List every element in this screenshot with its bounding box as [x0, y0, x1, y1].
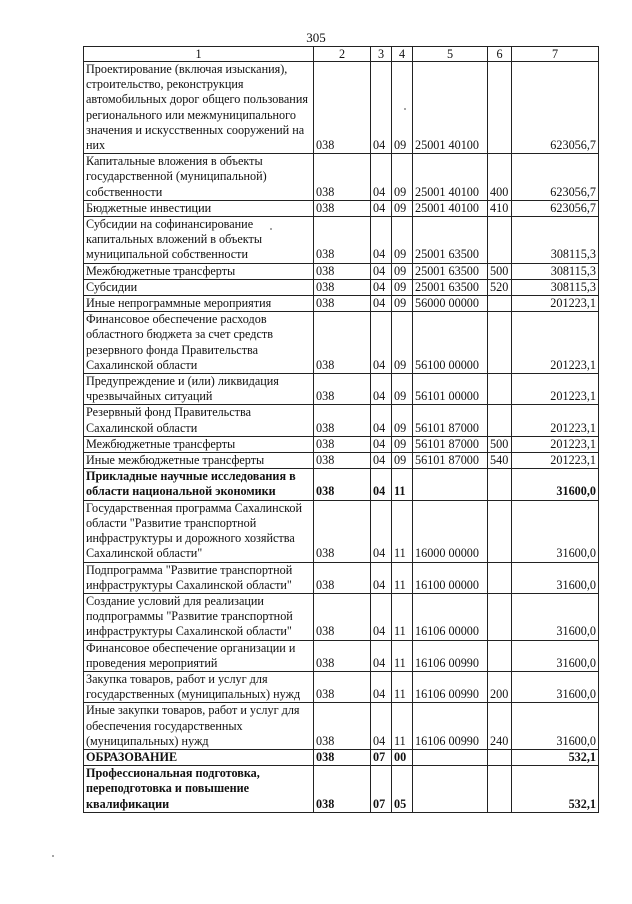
row-target-article: 25001 63500 — [413, 279, 488, 295]
row-name: Субсидии на софинансирование капитальных вложений в объекты муниципальной собственности — [84, 217, 314, 264]
row-expense-type — [488, 593, 512, 640]
row-name: Государственная программа Сахалинской области "Развитие транспортной инфраструктуры и дорожного хозяйства Сахалинской области" — [84, 500, 314, 562]
row-amount: 532,1 — [512, 749, 599, 765]
row-amount: 623056,7 — [512, 200, 599, 216]
row-subsection-code: 09 — [392, 312, 413, 374]
row-amount: 31600,0 — [512, 703, 599, 750]
table-row — [84, 154, 599, 201]
row-section-code: 04 — [371, 263, 392, 279]
row-amount: 623056,7 — [512, 62, 599, 154]
row-expense-type: 520 — [488, 279, 512, 295]
scan-speck — [270, 228, 272, 230]
row-ministry-code: 038 — [314, 640, 371, 671]
table-row — [84, 593, 599, 640]
row-section-code: 07 — [371, 766, 392, 813]
row-target-article: 25001 40100 — [413, 200, 488, 216]
row-expense-type: 400 — [488, 154, 512, 201]
row-subsection-code: 09 — [392, 62, 413, 154]
row-expense-type — [488, 296, 512, 312]
row-section-code: 04 — [371, 200, 392, 216]
page-number: 305 — [306, 30, 326, 45]
row-name: Иные межбюджетные трансферты — [84, 453, 314, 469]
row-subsection-code: 11 — [392, 640, 413, 671]
row-ministry-code: 038 — [314, 263, 371, 279]
table-row — [84, 453, 599, 469]
row-target-article: 56101 87000 — [413, 436, 488, 452]
row-section-code: 04 — [371, 703, 392, 750]
row-amount: 31600,0 — [512, 500, 599, 562]
row-amount: 201223,1 — [512, 312, 599, 374]
row-ministry-code: 038 — [314, 766, 371, 813]
row-section-code: 04 — [371, 312, 392, 374]
row-subsection-code: 09 — [392, 436, 413, 452]
row-target-article: 25001 63500 — [413, 217, 488, 264]
row-ministry-code: 038 — [314, 217, 371, 264]
row-name: Иные закупки товаров, работ и услуг для обеспечения государственных (муниципальных) нужд — [84, 703, 314, 750]
row-name: Профессиональная подготовка, переподготовка и повышение квалификации — [84, 766, 314, 813]
row-amount: 201223,1 — [512, 436, 599, 452]
row-expense-type: 200 — [488, 671, 512, 702]
row-section-code: 04 — [371, 405, 392, 436]
table-row — [84, 296, 599, 312]
row-subsection-code: 11 — [392, 593, 413, 640]
row-name: Прикладные научные исследования в области национальной экономики — [84, 469, 314, 500]
row-expense-type: 540 — [488, 453, 512, 469]
row-name: Закупка товаров, работ и услуг для государственных (муниципальных) нужд — [84, 671, 314, 702]
table-row — [84, 562, 599, 593]
row-ministry-code: 038 — [314, 62, 371, 154]
row-target-article: 56100 00000 — [413, 312, 488, 374]
row-amount: 623056,7 — [512, 154, 599, 201]
row-ministry-code: 038 — [314, 703, 371, 750]
row-section-code: 04 — [371, 279, 392, 295]
row-amount: 31600,0 — [512, 469, 599, 500]
row-expense-type — [488, 500, 512, 562]
row-name: Подпрограмма "Развитие транспортной инфраструктуры Сахалинской области" — [84, 562, 314, 593]
row-section-code: 04 — [371, 154, 392, 201]
header-cell: 7 — [512, 47, 599, 62]
row-section-code: 04 — [371, 296, 392, 312]
row-ministry-code: 038 — [314, 671, 371, 702]
header-cell: 5 — [413, 47, 488, 62]
row-section-code: 04 — [371, 217, 392, 264]
row-expense-type — [488, 640, 512, 671]
row-subsection-code: 09 — [392, 200, 413, 216]
row-ministry-code: 038 — [314, 279, 371, 295]
row-subsection-code: 09 — [392, 263, 413, 279]
row-section-code: 04 — [371, 374, 392, 405]
row-expense-type — [488, 469, 512, 500]
header-cell: 6 — [488, 47, 512, 62]
table-row — [84, 469, 599, 500]
table-row — [84, 671, 599, 702]
row-target-article — [413, 766, 488, 813]
table-row — [84, 312, 599, 374]
row-name: Бюджетные инвестиции — [84, 200, 314, 216]
row-section-code: 04 — [371, 453, 392, 469]
row-target-article — [413, 749, 488, 765]
row-expense-type — [488, 766, 512, 813]
row-section-code: 04 — [371, 469, 392, 500]
row-expense-type: 500 — [488, 436, 512, 452]
row-subsection-code: 09 — [392, 374, 413, 405]
row-section-code: 04 — [371, 640, 392, 671]
header-cell: 3 — [371, 47, 392, 62]
table-header-row — [84, 47, 599, 62]
row-expense-type — [488, 374, 512, 405]
row-name: Субсидии — [84, 279, 314, 295]
row-expense-type — [488, 405, 512, 436]
row-subsection-code: 11 — [392, 703, 413, 750]
row-expense-type — [488, 312, 512, 374]
row-ministry-code: 038 — [314, 749, 371, 765]
row-amount: 308115,3 — [512, 217, 599, 264]
row-name: Предупреждение и (или) ликвидация чрезвычайных ситуаций — [84, 374, 314, 405]
row-section-code: 04 — [371, 500, 392, 562]
row-target-article: 16106 00990 — [413, 703, 488, 750]
row-name: Финансовое обеспечение организации и проведения мероприятий — [84, 640, 314, 671]
row-name: Иные непрограммные мероприятия — [84, 296, 314, 312]
row-subsection-code: 11 — [392, 671, 413, 702]
row-target-article: 16106 00990 — [413, 671, 488, 702]
row-subsection-code: 11 — [392, 500, 413, 562]
row-ministry-code: 038 — [314, 453, 371, 469]
table-row — [84, 279, 599, 295]
row-subsection-code: 09 — [392, 279, 413, 295]
row-target-article: 56101 87000 — [413, 453, 488, 469]
row-amount: 31600,0 — [512, 671, 599, 702]
row-name: Резервный фонд Правительства Сахалинской области — [84, 405, 314, 436]
row-expense-type: 500 — [488, 263, 512, 279]
row-ministry-code: 038 — [314, 500, 371, 562]
header-cell: 2 — [314, 47, 371, 62]
row-subsection-code: 09 — [392, 296, 413, 312]
table-row — [84, 500, 599, 562]
scan-speck — [404, 108, 406, 110]
row-expense-type — [488, 217, 512, 264]
row-section-code: 04 — [371, 593, 392, 640]
row-subsection-code: 09 — [392, 453, 413, 469]
table-row — [84, 703, 599, 750]
row-subsection-code: 05 — [392, 766, 413, 813]
row-expense-type: 410 — [488, 200, 512, 216]
row-subsection-code: 09 — [392, 217, 413, 264]
table-row — [84, 200, 599, 216]
row-name: Проектирование (включая изыскания), строительство, реконструкция автомобильных дорог общего пользования регионального или межмуниципального значения и искусственных сооружений на них — [84, 62, 314, 154]
row-subsection-code: 11 — [392, 562, 413, 593]
row-name: Межбюджетные трансферты — [84, 263, 314, 279]
row-amount: 31600,0 — [512, 562, 599, 593]
row-target-article: 56101 87000 — [413, 405, 488, 436]
row-name: Межбюджетные трансферты — [84, 436, 314, 452]
row-amount: 31600,0 — [512, 593, 599, 640]
scan-speck — [52, 855, 54, 857]
row-amount: 201223,1 — [512, 453, 599, 469]
row-ministry-code: 038 — [314, 436, 371, 452]
table-row — [84, 263, 599, 279]
table-row — [84, 436, 599, 452]
row-ministry-code: 038 — [314, 562, 371, 593]
row-section-code: 04 — [371, 562, 392, 593]
row-section-code: 04 — [371, 436, 392, 452]
row-amount: 308115,3 — [512, 263, 599, 279]
row-ministry-code: 038 — [314, 296, 371, 312]
header-cell: 4 — [392, 47, 413, 62]
row-amount: 308115,3 — [512, 279, 599, 295]
row-expense-type — [488, 749, 512, 765]
row-target-article: 25001 63500 — [413, 263, 488, 279]
row-target-article — [413, 469, 488, 500]
table-row — [84, 405, 599, 436]
table-row — [84, 62, 599, 154]
row-target-article: 16106 00000 — [413, 593, 488, 640]
budget-table — [83, 46, 599, 813]
row-ministry-code: 038 — [314, 593, 371, 640]
row-ministry-code: 038 — [314, 374, 371, 405]
row-subsection-code: 00 — [392, 749, 413, 765]
header-cell: 1 — [84, 47, 314, 62]
row-expense-type: 240 — [488, 703, 512, 750]
table-row — [84, 640, 599, 671]
row-amount: 201223,1 — [512, 405, 599, 436]
table-row — [84, 374, 599, 405]
row-expense-type — [488, 62, 512, 154]
row-name: Капитальные вложения в объекты государственной (муниципальной) собственности — [84, 154, 314, 201]
row-amount: 201223,1 — [512, 374, 599, 405]
row-subsection-code: 09 — [392, 154, 413, 201]
row-target-article: 16100 00000 — [413, 562, 488, 593]
row-amount: 532,1 — [512, 766, 599, 813]
table-row — [84, 766, 599, 813]
row-target-article: 56101 00000 — [413, 374, 488, 405]
row-name: Финансовое обеспечение расходов областного бюджета за счет средств резервного фонда Правительства Сахалинской области — [84, 312, 314, 374]
row-target-article: 25001 40100 — [413, 62, 488, 154]
row-section-code: 04 — [371, 62, 392, 154]
row-section-code: 07 — [371, 749, 392, 765]
row-ministry-code: 038 — [314, 312, 371, 374]
row-ministry-code: 038 — [314, 405, 371, 436]
row-expense-type — [488, 562, 512, 593]
row-ministry-code: 038 — [314, 154, 371, 201]
table-row — [84, 749, 599, 765]
row-name: ОБРАЗОВАНИЕ — [84, 749, 314, 765]
table-row — [84, 217, 599, 264]
row-name: Создание условий для реализации подпрограммы "Развитие транспортной инфраструктуры Сахалинской области" — [84, 593, 314, 640]
row-ministry-code: 038 — [314, 469, 371, 500]
row-section-code: 04 — [371, 671, 392, 702]
row-amount: 31600,0 — [512, 640, 599, 671]
row-subsection-code: 11 — [392, 469, 413, 500]
row-target-article: 16000 00000 — [413, 500, 488, 562]
row-subsection-code: 09 — [392, 405, 413, 436]
row-ministry-code: 038 — [314, 200, 371, 216]
row-target-article: 25001 40100 — [413, 154, 488, 201]
row-target-article: 56000 00000 — [413, 296, 488, 312]
row-amount: 201223,1 — [512, 296, 599, 312]
row-target-article: 16106 00990 — [413, 640, 488, 671]
